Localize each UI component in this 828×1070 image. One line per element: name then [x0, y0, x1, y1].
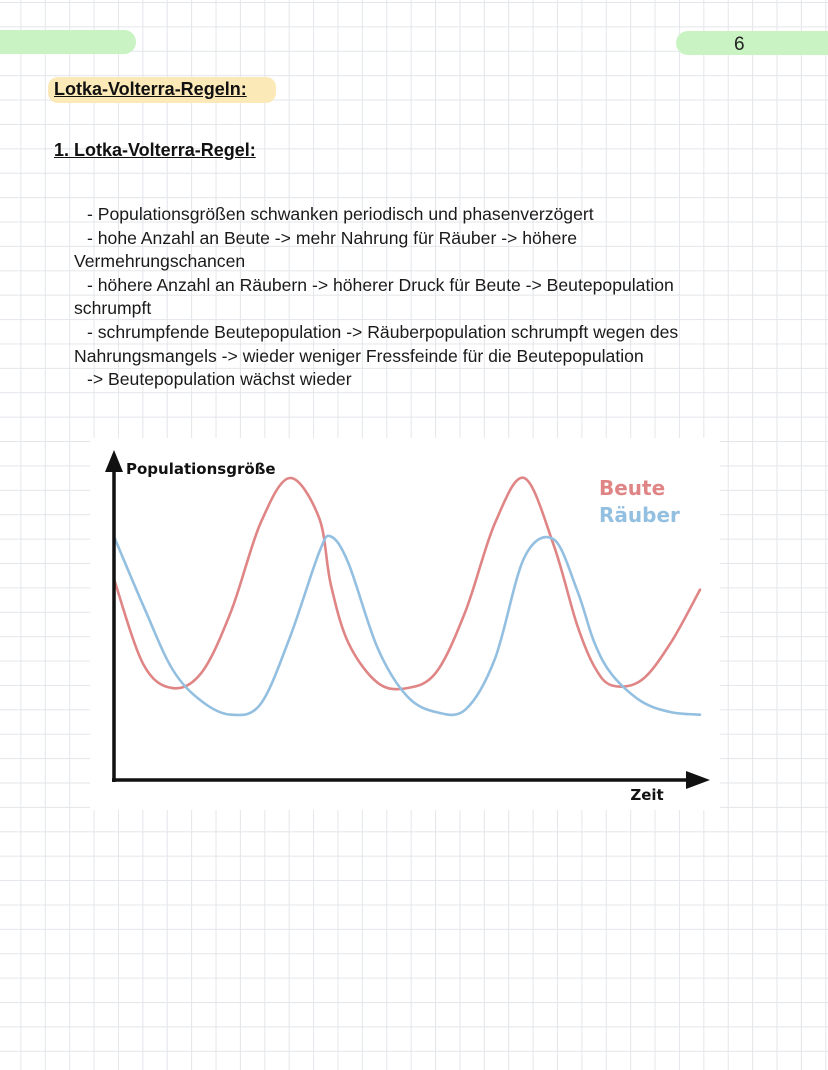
- body-line: Vermehrungschancen: [74, 251, 246, 272]
- chart-svg: [90, 438, 720, 810]
- page-title: Lotka-Volterra-Regeln:: [54, 79, 247, 99]
- body-line: - Populationsgrößen schwanken periodisch und phasenverzögert: [87, 204, 594, 224]
- page-number: 6: [734, 34, 745, 55]
- population-chart: [90, 438, 720, 810]
- body-line: Nahrungsmangels -> wieder weniger Fressfeinde für die Beutepopulation: [74, 345, 644, 366]
- body-line: - höhere Anzahl an Räubern -> höherer Druck für Beute -> Beutepopulation: [87, 274, 674, 295]
- x-axis-arrow-icon: [686, 771, 710, 789]
- y-axis-arrow-icon: [105, 450, 123, 472]
- legend-entry-beute: Beute: [599, 476, 666, 500]
- section-body: [74, 203, 787, 392]
- body-line: -> Beutepopulation wächst wieder: [87, 369, 352, 390]
- body-line: - hohe Anzahl an Beute -> mehr Nahrung für Räuber -> höhere: [87, 227, 577, 248]
- legend-entry-raeuber: Räuber: [599, 503, 680, 527]
- section-heading: 1. Lotka-Volterra-Regel:: [54, 140, 256, 160]
- body-line: schrumpft: [74, 298, 152, 319]
- y-axis-label: Populationsgröße: [126, 460, 276, 478]
- x-axis-label: Zeit: [630, 786, 664, 804]
- green-tab-right: [676, 31, 828, 55]
- green-tab-left: [0, 30, 136, 54]
- body-line: - schrumpfende Beutepopulation -> Räuberpopulation schrumpft wegen des: [87, 321, 679, 342]
